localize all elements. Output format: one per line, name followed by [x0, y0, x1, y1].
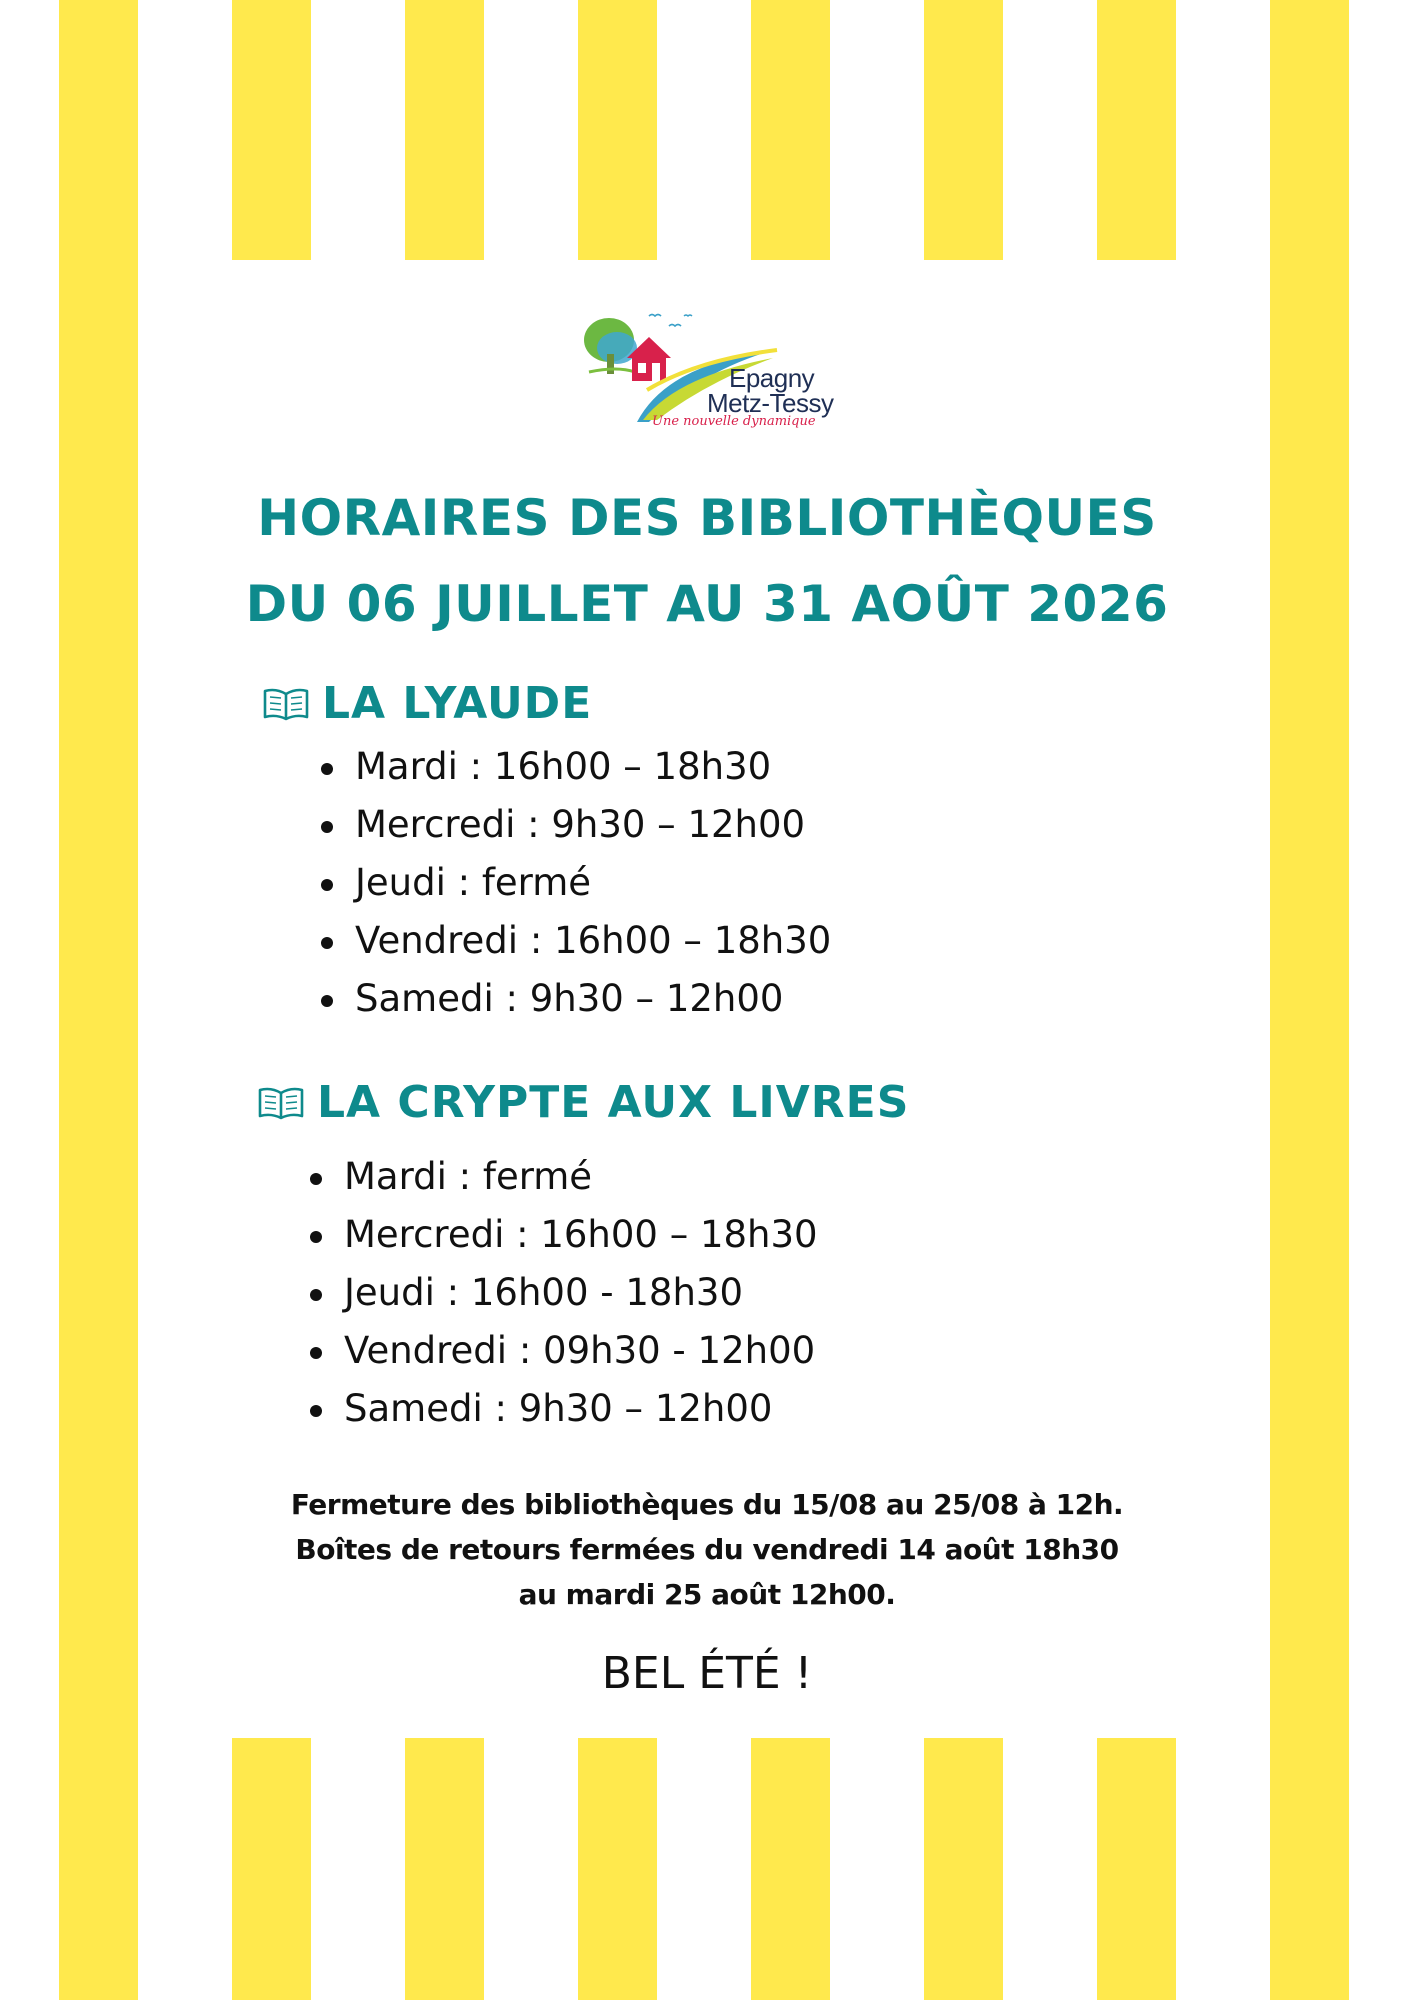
logo-tagline: Une nouvelle dynamique	[652, 414, 816, 429]
hours-list-la-lyaude	[355, 738, 831, 1028]
notice-line: au mardi 25 août 12h00.	[518, 1578, 896, 1611]
list-item: Samedi : 9h30 – 12h00	[355, 970, 831, 1028]
notice-line: Fermeture des bibliothèques du 15/08 au 25/08 à 12h.	[290, 1488, 1124, 1521]
list-item: Vendredi : 09h30 - 12h00	[344, 1322, 818, 1380]
section-title: LA LYAUDE	[322, 678, 593, 729]
closing-message: BEL ÉTÉ !	[601, 1648, 813, 1699]
town-logo	[577, 310, 837, 435]
page-title	[194, 475, 1220, 647]
title-line-2: DU 06 JUILLET AU 31 AOÛT 2026	[245, 575, 1169, 633]
section-title: LA CRYPTE AUX LIVRES	[317, 1077, 910, 1128]
closure-notice	[194, 1482, 1220, 1617]
poster-card	[194, 260, 1220, 1738]
list-item: Samedi : 9h30 – 12h00	[344, 1380, 818, 1438]
list-item: Mardi : 16h00 – 18h30	[355, 738, 831, 796]
list-item: Jeudi : 16h00 - 18h30	[344, 1264, 818, 1322]
title-line-1: HORAIRES DES BIBLIOTHÈQUES	[257, 489, 1157, 547]
open-book-icon	[262, 686, 310, 722]
section-heading-la-crypte-aux-livres	[257, 1077, 910, 1128]
list-item: Mercredi : 16h00 – 18h30	[344, 1206, 818, 1264]
logo-text-epagny: Epagny	[729, 363, 815, 393]
list-item: Mardi : fermé	[344, 1148, 818, 1206]
notice-line: Boîtes de retours fermées du vendredi 14 août 18h30	[295, 1533, 1119, 1566]
list-item: Vendredi : 16h00 – 18h30	[355, 912, 831, 970]
list-item: Mercredi : 9h30 – 12h00	[355, 796, 831, 854]
hours-list-la-crypte-aux-livres	[344, 1148, 818, 1438]
open-book-icon	[257, 1085, 305, 1121]
section-heading-la-lyaude	[262, 678, 593, 729]
logo-text-metz-tessy: Metz-Tessy	[707, 388, 834, 418]
list-item: Jeudi : fermé	[355, 854, 831, 912]
